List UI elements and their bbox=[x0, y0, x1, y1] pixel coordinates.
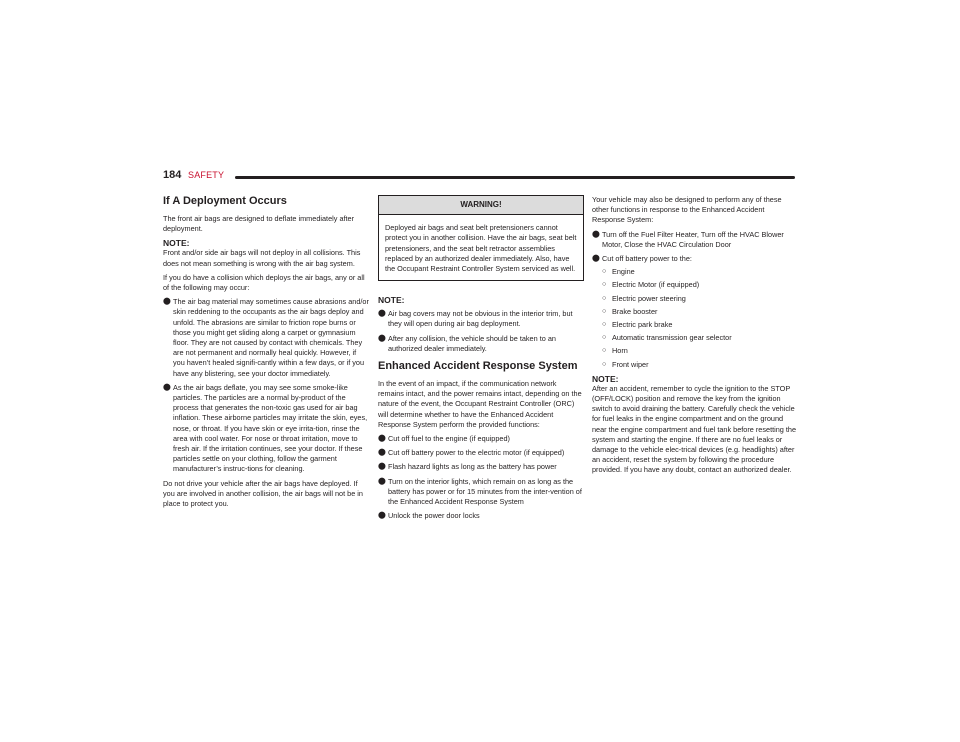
sub-list-item-text: Automatic transmission gear selector bbox=[612, 333, 732, 343]
sub-list-item bbox=[602, 294, 798, 304]
sub-list-item bbox=[602, 307, 798, 317]
bullet-icon: ⬤ bbox=[378, 435, 386, 443]
list-item-text: Turn off the Fuel Filter Heater, Turn off the HVAC Blower Motor, Close the HVAC Circulation Door bbox=[602, 229, 784, 249]
list-item bbox=[378, 434, 584, 444]
page-header bbox=[163, 169, 797, 185]
note-text: Front and/or side air bags will not deploy in all collisions. This does not mean something is wrong with the air bag system. bbox=[163, 248, 361, 268]
list-item-text: Cut off battery power to the: bbox=[602, 254, 692, 264]
list-item bbox=[378, 477, 584, 508]
list-item bbox=[378, 448, 584, 458]
bullet-icon: ⬤ bbox=[378, 477, 386, 485]
list-item-text: Unlock the power door locks bbox=[388, 511, 480, 521]
circle-bullet-icon: ○ bbox=[602, 321, 607, 329]
note-label: NOTE: bbox=[592, 373, 619, 384]
list-item bbox=[163, 383, 369, 475]
circle-bullet-icon: ○ bbox=[602, 307, 607, 315]
section-heading-ears: Enhanced Accident Response System bbox=[378, 360, 578, 373]
circle-bullet-icon: ○ bbox=[602, 281, 607, 289]
note-label: NOTE: bbox=[378, 295, 405, 306]
note-text: After an accident, remember to cycle the ignition to the STOP (OFF/LOCK) position and remove the key from the ignition switch to avoid draining the battery. Carefully check the vehicle for fuel leaks in the engine compartment and on the ground near the engine compartment and fuel tank before resetting the system and starting the engine. If there are no fuel leaks or damage to the vehicle elec-trical devices (e.g. headlights) after an accident, reset the system by following the procedure provided. If you have any doubt, contact an authorized dealer. bbox=[592, 383, 797, 475]
list-item bbox=[378, 462, 584, 472]
sub-list-item-text: Front wiper bbox=[612, 359, 649, 369]
list-item bbox=[378, 334, 584, 354]
list-item-text: Turn on the interior lights, which remain on as long as the battery has power or for 15 minutes from the inter-vention of the Enhanced Accident Response System bbox=[388, 476, 582, 507]
bullet-icon: ⬤ bbox=[378, 310, 386, 318]
warning-text: Deployed air bags and seat belt pretensioners cannot protect you in another collision. Have the air bags, seat belt pretensioners, and the seat belt retractor assemblies replaced by an authorized dealer immediately. Also, have the Occupant Restraint Controller System serviced as well. bbox=[385, 223, 577, 274]
paragraph: The front air bags are designed to deflate immediately after deployment. bbox=[163, 214, 355, 234]
list-item bbox=[378, 511, 584, 521]
page-number: 184 bbox=[163, 169, 182, 181]
sub-list-item bbox=[602, 360, 798, 370]
circle-bullet-icon: ○ bbox=[602, 268, 607, 276]
list-item-text: As the air bags deflate, you may see some smoke-like particles. The particles are a normal by-product of the process that generates the non-toxic gas used for air bag inflation. These airborne particles may irritate the skin, eyes, nose, or throat. If you have skin or eye irrita-tion, rinse the area with cool water. For nose or throat irritation, move to fresh air. If the irritation continues, see your doctor. If these particles settle on your clothing, follow the garment manufacturer’s instruc-tions for cleaning. bbox=[173, 382, 368, 474]
list-item-text: Cut off battery power to the electric motor (if equipped) bbox=[388, 448, 565, 458]
paragraph: If you do have a collision which deploys the air bags, any or all of the following may occur: bbox=[163, 272, 365, 293]
paragraph: Do not drive your vehicle after the air bags have deployed. If you are involved in another collision, the air bags will not be in place to protect you. bbox=[163, 478, 363, 509]
bullet-icon: ⬤ bbox=[378, 449, 386, 457]
paragraph: Your vehicle may also be designed to perform any of these other functions in response to the Enhanced Accident Response System: bbox=[592, 195, 782, 225]
circle-bullet-icon: ○ bbox=[602, 360, 607, 368]
section-heading-deployment: If A Deployment Occurs bbox=[163, 195, 287, 207]
bullet-list bbox=[378, 434, 584, 521]
sub-list-item bbox=[602, 280, 798, 290]
sub-list-item-text: Electric park brake bbox=[612, 320, 673, 330]
sub-list-item-text: Engine bbox=[612, 267, 635, 277]
bullet-icon: ⬤ bbox=[378, 334, 386, 342]
bullet-icon: ⬤ bbox=[378, 463, 386, 471]
sub-list-item-text: Electric Motor (if equipped) bbox=[612, 280, 700, 290]
bullet-list bbox=[163, 297, 369, 474]
warning-title: WARNING! bbox=[379, 196, 583, 215]
sub-list-item-text: Electric power steering bbox=[612, 293, 686, 303]
list-item bbox=[378, 309, 584, 329]
sub-list-item bbox=[602, 346, 798, 356]
sub-list-item bbox=[602, 320, 798, 330]
list-item bbox=[592, 230, 798, 250]
column-3 bbox=[592, 195, 798, 480]
list-item-text: The air bag material may sometimes cause abrasions and/or skin reddening to the occupants as the air bags deploy and unfold. The abrasions are similar to friction rope burns or those you might get sliding along a carpet or gymnasium floor. They are not caused by contact with chemicals. They are not permanent and normally heal quickly. However, if you haven’t healed signifi-cantly within a few days, or if you have any blistering, see your doctor immediately. bbox=[173, 297, 369, 378]
bullet-icon: ⬤ bbox=[592, 230, 600, 238]
sub-list-item-text: Horn bbox=[612, 346, 628, 356]
column-2 bbox=[378, 195, 584, 525]
sub-list-item bbox=[602, 267, 798, 277]
sub-list-item bbox=[602, 333, 798, 343]
note-label: NOTE: bbox=[163, 238, 190, 249]
warning-box bbox=[378, 195, 584, 281]
paragraph: In the event of an impact, if the communication network remains intact, and the power remains intact, depending on the nature of the event, the Occupant Restraint Controller (ORC) will determine whether to have the Enhanced Accident Response System perform the provided functions: bbox=[378, 379, 582, 429]
bullet-icon: ⬤ bbox=[163, 383, 171, 391]
circle-bullet-icon: ○ bbox=[602, 347, 607, 355]
sub-list bbox=[602, 267, 798, 370]
column-1 bbox=[163, 195, 369, 513]
bullet-icon: ⬤ bbox=[378, 512, 386, 520]
list-item-text: Air bag covers may not be obvious in the interior trim, but they will open during air bag deployment. bbox=[388, 309, 573, 329]
circle-bullet-icon: ○ bbox=[602, 334, 607, 342]
list-item bbox=[163, 297, 369, 379]
note-bullet-list bbox=[378, 309, 584, 354]
bullet-list bbox=[592, 230, 798, 370]
circle-bullet-icon: ○ bbox=[602, 294, 607, 302]
sub-list-item-text: Brake booster bbox=[612, 306, 658, 316]
section-title: SAFETY bbox=[188, 170, 225, 180]
list-item-text: Flash hazard lights as long as the battery has power bbox=[388, 462, 557, 472]
list-item-text: Cut off fuel to the engine (if equipped) bbox=[388, 434, 510, 444]
bullet-icon: ⬤ bbox=[163, 298, 171, 306]
header-rule bbox=[235, 176, 795, 179]
bullet-icon: ⬤ bbox=[592, 255, 600, 263]
list-item-text: After any collision, the vehicle should be taken to an authorized dealer immediately. bbox=[388, 333, 556, 353]
list-item bbox=[592, 254, 798, 370]
